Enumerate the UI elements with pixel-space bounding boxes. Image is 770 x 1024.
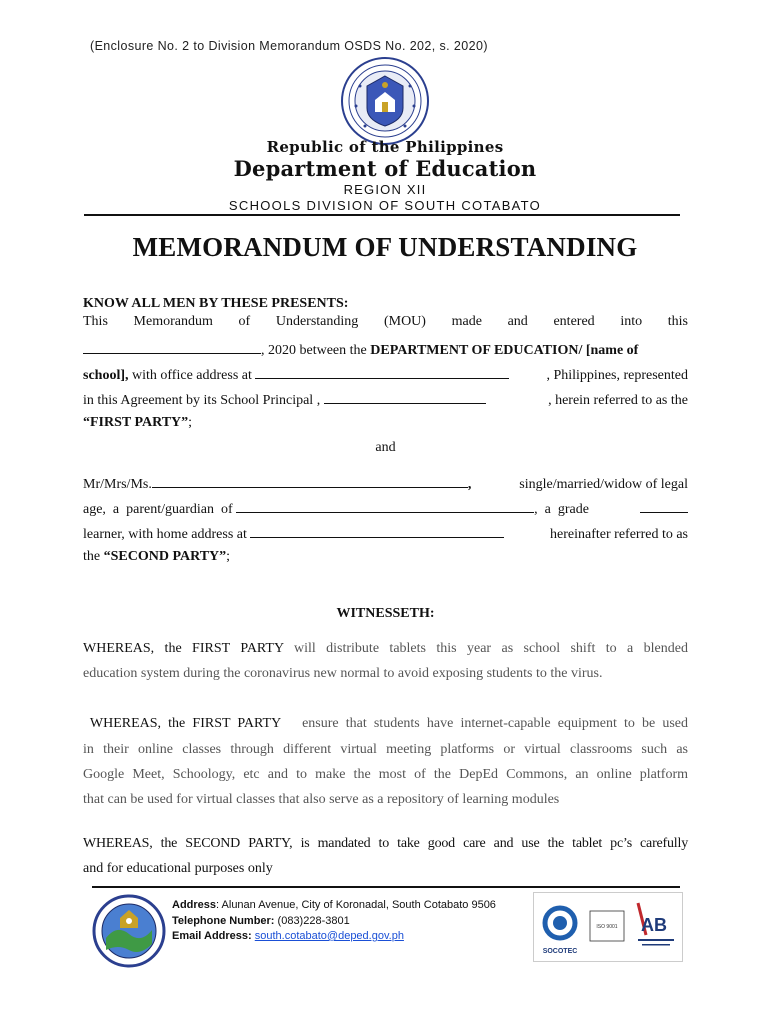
address-value: : Alunan Avenue, City of Koronadal, South Cotabato 9506 [216,899,496,911]
intro-line-4 [83,390,688,409]
text-segment: the [83,549,104,564]
division-heading: SCHOOLS DIVISION OF SOUTH COTABATO [228,198,542,213]
document-title: MEMORANDUM OF UNDERSTANDING [132,232,638,262]
text-segment: ; [188,415,193,430]
address-line [172,898,496,914]
whereas-2-line-2: in their online classes through different virtual meeting platforms or virtual classrooms such as [83,742,688,757]
school-placeholder: school], [83,368,129,383]
email-label: Email Address: [172,930,252,942]
email-link[interactable]: south.cotabato@deped.gov.ph [254,930,404,942]
principal-blank-field[interactable] [324,390,486,404]
iso-label: ISO 9001 [596,924,618,930]
text-segment: ; [226,549,231,564]
parent-name-blank-field[interactable] [152,474,468,488]
whereas-2-line-1 [83,716,688,732]
word: and [507,314,528,329]
child-name-blank-field[interactable] [236,499,534,513]
first-party-label: “FIRST PARTY” [83,415,189,430]
phone-label: Telephone Number: [172,914,275,927]
text-segment: with office address at [128,368,256,383]
word: made [451,314,482,329]
deped-party-name: DEPARTMENT OF EDUCATION/ [name of [370,343,639,358]
second-party-line [83,549,688,565]
intro-line-2 [83,340,688,359]
text-segment: , a grade [534,502,593,517]
socotec-label: SOCOTEC [542,948,578,955]
word: of [238,314,251,329]
enclosure-note: (Enclosure No. 2 to Division Memorandum OSDS No. 202, s. 2020) [90,39,488,53]
know-all-heading: KNOW ALL MEN BY THESE PRESENTS: [83,296,349,311]
home-address-blank-field[interactable] [250,524,504,538]
header-divider [84,214,680,216]
and-connector: and [375,440,396,455]
date-blank-field[interactable] [83,340,261,354]
word: This [83,314,108,329]
text-segment: , 2020 between the [261,343,371,358]
text-segment: will distribute tablets this year as school shift to a blended [283,641,688,656]
text-segment: WHEREAS, the FIRST PARTY [83,716,281,731]
second-party-name-line [83,474,688,493]
text-segment: , [467,477,472,492]
office-address-blank-field[interactable] [255,365,509,379]
whereas-3-line-1: WHEREAS, the SECOND PARTY, is mandated to take good care and use the tablet pc’s carefully [83,836,688,851]
deped-seal-icon [340,56,430,146]
phone-line [172,914,496,930]
ab-label: AB [641,915,667,935]
whereas-1-line-1 [83,641,688,657]
email-line [172,929,496,945]
region-heading: REGION XII [343,182,427,197]
word: entered [553,314,595,329]
guardian-line [83,499,688,518]
whereas-2-line-4: that can be used for virtual classes that also serve as a repository of learning modules [83,792,560,807]
first-party-line [83,415,688,431]
text-segment: Mr/Mrs/Ms. [83,477,152,492]
text-segment: WHEREAS, the FIRST PARTY [83,641,284,656]
text-segment: learner, with home address at [83,527,251,542]
text-segment: single/married/widow of legal [519,477,688,492]
text-segment: , Philippines, represented [546,368,688,383]
text-segment: hereinafter referred to as [550,527,688,542]
word: Understanding [275,314,359,329]
address-label: Address [172,899,217,911]
department-heading: Department of Education [233,156,537,181]
division-seal-icon [92,894,166,968]
witnesseth-heading: WITNESSETH: [336,606,435,621]
text-segment: , herein referred to as the [548,393,688,408]
certification-logos-icon [533,892,683,962]
word: (MOU) [383,314,426,329]
word: into [620,314,643,329]
republic-heading: Republic of the Philippines [266,138,504,156]
footer-divider [92,886,680,888]
whereas-1-line-2: education system during the coronavirus new normal to avoid exposing students to the virus. [83,666,603,681]
phone-value: (083)228-3801 [274,914,350,927]
text-segment: age, a parent/guardian of [83,502,237,517]
second-party-label: “SECOND PARTY” [103,549,227,564]
word: this [667,314,688,329]
whereas-3-line-2: and for educational purposes only [83,861,273,876]
text-segment: in this Agreement by its School Principal , [83,393,324,408]
word: Memorandum [133,314,213,329]
grade-blank-field[interactable] [640,499,688,513]
intro-line-1 [83,314,688,330]
whereas-2-line-3: Google Meet, Schoology, etc and to make the most of the DepEd Commons, an online platform [83,767,688,782]
text-segment: ensure that students have internet-capable equipment to be used [280,716,688,731]
intro-line-3 [83,365,688,384]
learner-address-line [83,524,688,543]
footer-contact [172,898,496,945]
